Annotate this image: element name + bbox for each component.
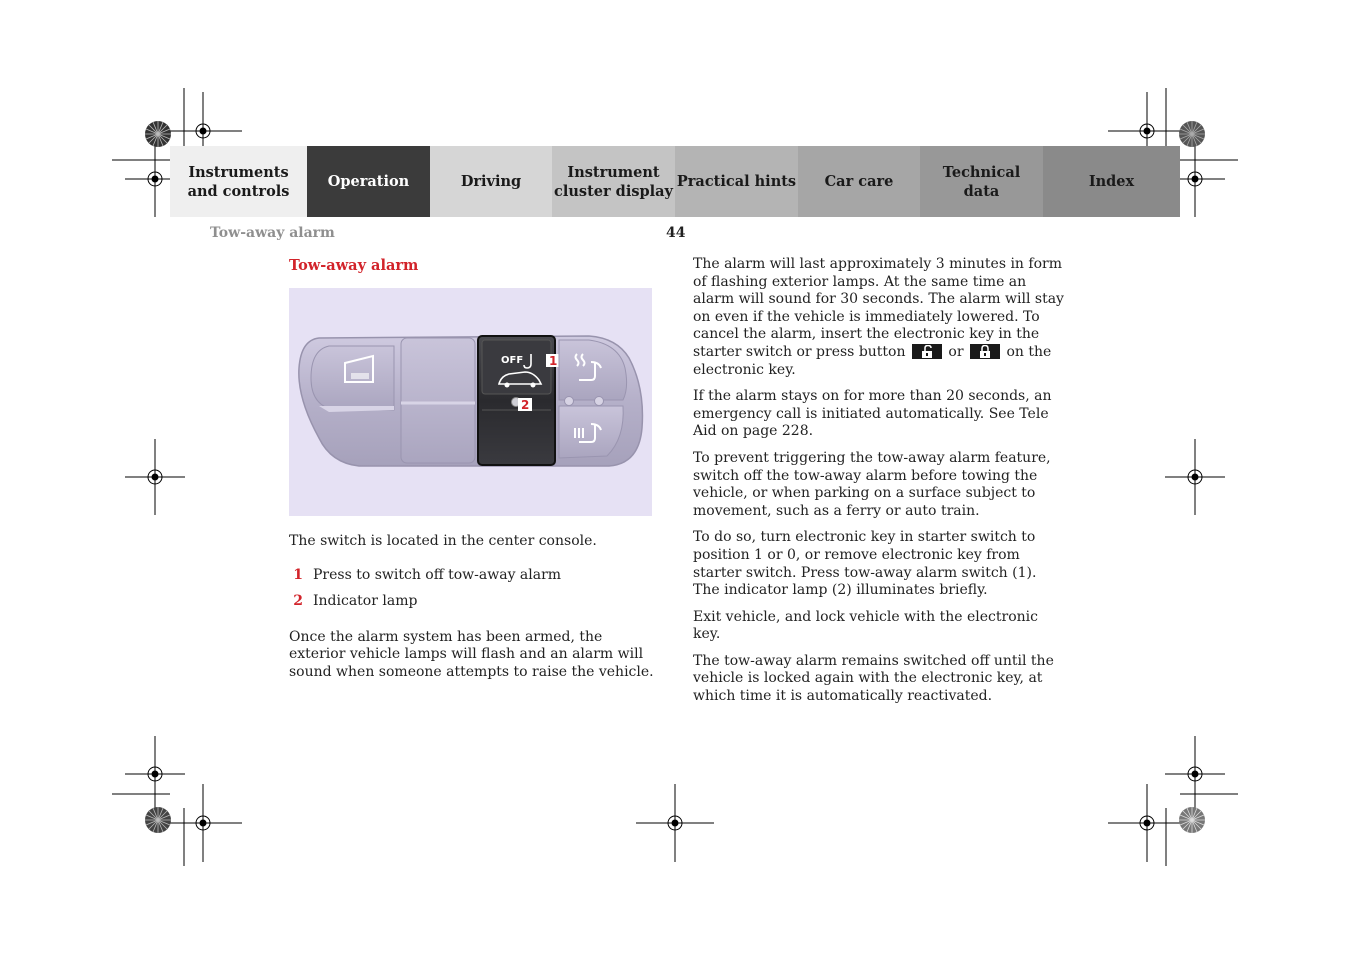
legend-number: 1 (293, 566, 303, 583)
emergency-call-paragraph: If the alarm stays on for more than 20 seconds, an emergency call is initiated automatically. See Tele Aid on page 228. (693, 388, 1052, 440)
unlock-icon (912, 344, 942, 359)
left-column (289, 533, 659, 691)
lock-icon (970, 344, 1000, 359)
tab-index[interactable]: Index (1043, 146, 1180, 217)
chapter-tabs (170, 146, 1180, 217)
reactivation-paragraph: The tow-away alarm remains switched off until the vehicle is locked again with the electronic key, at which time it is automatically reactivated. (693, 652, 1054, 705)
tab-driving[interactable]: Driving (430, 146, 552, 217)
tab-operation[interactable]: Operation (307, 146, 430, 217)
switch-off-label: OFF (501, 355, 524, 366)
tab-technical-data[interactable]: Technical data (920, 146, 1043, 217)
list-item (289, 593, 659, 611)
right-column (693, 256, 1065, 715)
tab-instruments-and-controls[interactable]: Instruments and controls (170, 146, 307, 217)
prevent-trigger-paragraph: To prevent triggering the tow-away alarm feature, switch off the tow-away alarm before towing the vehicle, or when parking on a surface subject to movement, such as a ferry or auto train. (693, 449, 1051, 519)
switch-panel-illustration (289, 288, 652, 516)
page-number: 44 (666, 225, 686, 241)
alarm-duration-text: The alarm will last approximately 3 minutes in form of flashing exterior lamps. At the same time an alarm will sound for 30 seconds. The alarm will stay on even if the vehicle is immediately lowered. To cancel the alarm, insert the electronic key in the starter switch or press button (693, 256, 1064, 360)
tab-practical-hints[interactable]: Practical hints (675, 146, 798, 217)
legend-text: Indicator lamp (313, 593, 418, 610)
legend-number: 2 (293, 593, 303, 610)
tab-instrument-cluster-display[interactable]: Instrument cluster display (552, 146, 675, 217)
or-text: or (948, 343, 964, 360)
console-switch-figure (289, 288, 652, 516)
legend-text: Press to switch off tow-away alarm (313, 566, 562, 583)
callout-legend (289, 567, 659, 611)
alarm-duration-paragraph (693, 256, 1065, 379)
procedure-paragraph: To do so, turn electronic key in starter switch to position 1 or 0, or remove electronic key from starter switch. Press tow-away alarm switch (1). The indicator lamp (2) illuminates briefly. (693, 529, 1037, 599)
tab-car-care[interactable]: Car care (798, 146, 920, 217)
section-title: Tow-away alarm (289, 257, 419, 274)
intro-paragraph: The switch is located in the center console. (289, 533, 597, 549)
armed-paragraph: Once the alarm system has been armed, the exterior vehicle lamps will flash and an alarm will sound when someone attempts to raise the vehicle. (289, 628, 654, 680)
list-item (289, 567, 659, 585)
exit-vehicle-paragraph: Exit vehicle, and lock vehicle with the electronic key. (693, 608, 1038, 643)
callout-2: 2 (521, 398, 530, 412)
running-head: Tow-away alarm (210, 225, 335, 241)
callout-1: 1 (549, 354, 558, 368)
electronic-key-text: on the electronic key. (693, 343, 1052, 378)
